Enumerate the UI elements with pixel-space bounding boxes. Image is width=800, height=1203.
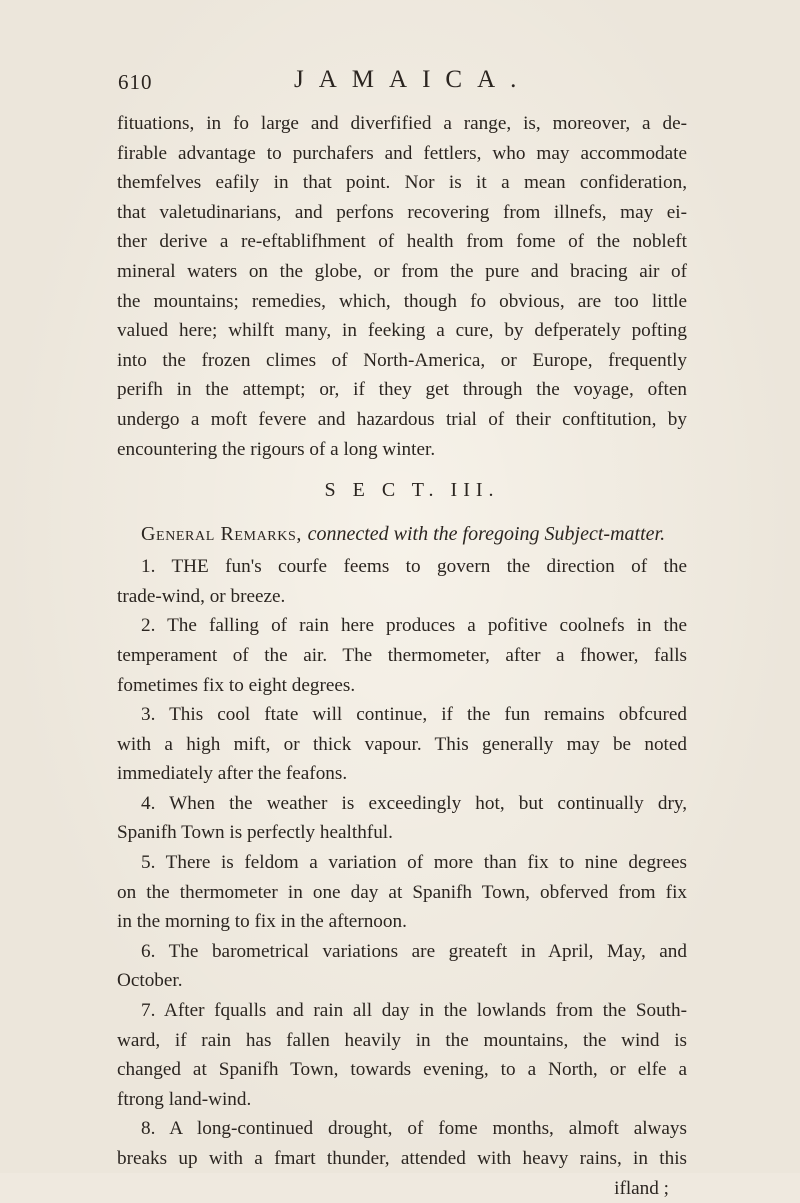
text-line: Spanifh Town is perfectly healthful. [117, 822, 393, 844]
text-line: 3. This cool ftate will continue, if the fun remains obfcured [141, 704, 687, 726]
page-header [118, 66, 678, 100]
running-title: JAMAICA. [294, 66, 532, 93]
text-line: changed at Spanifh Town, towards evening, to a North, or elfe a [117, 1059, 687, 1081]
text-line: firable advantage to purchafers and fettlers, who may accommodate [117, 142, 687, 164]
numbered-item [117, 552, 687, 611]
text-line: temperament of the air. The thermometer, after a fhower, falls [117, 644, 687, 666]
text-line: 7. After fqualls and rain all day in the lowlands from the South- [141, 1000, 687, 1022]
remarks-heading-subtitle: connected with the foregoing Subject-matter. [307, 523, 666, 546]
text-line: immediately after the feafons. [117, 763, 348, 785]
text-line: into the frozen climes of North-America, or Europe, frequently [117, 349, 687, 371]
text-line: 2. The falling of rain here produces a pofitive coolnefs in the [141, 615, 687, 637]
text-line: ftrong land-wind. [117, 1088, 252, 1110]
text-line: the mountains; remedies, which, though fo obvious, are too little [117, 290, 687, 312]
text-line: on the thermometer in one day at Spanifh Town, obferved from fix [117, 881, 687, 903]
text-line: ther derive a re-eftablifhment of health from fome of the nobleft [117, 231, 687, 253]
numbered-item [117, 611, 687, 700]
numbered-item [117, 937, 687, 996]
text-line: undergo a moft fevere and hazardous trial of their conftitution, by [117, 408, 687, 430]
paragraph [117, 109, 687, 464]
numbered-item [117, 1114, 687, 1173]
numbered-item [117, 789, 687, 848]
text-line: themfelves eafily in that point. Nor is it a mean confideration, [117, 172, 687, 194]
text-line: in the morning to fix in the afternoon. [117, 911, 407, 933]
numbered-item [117, 996, 687, 1114]
text-line: fometimes fix to eight degrees. [117, 674, 356, 696]
text-line: perifh in the attempt; or, if they get through the voyage, often [117, 379, 687, 401]
text-line: with a high mift, or thick vapour. This generally may be noted [117, 733, 687, 755]
text-line: October. [117, 970, 183, 992]
text-line: encountering the rigours of a long winter. [117, 438, 436, 460]
section-heading: S E C T. III. [324, 479, 500, 502]
remarks-heading [117, 520, 687, 552]
text-line: 5. There is feldom a variation of more than fix to nine degrees [141, 852, 687, 874]
text-line: trade-wind, or breeze. [117, 585, 286, 607]
text-line: 6. The barometrical variations are greateft in April, May, and [141, 940, 687, 962]
text-line: 1. THE fun's courfe feems to govern the direction of the [141, 556, 687, 578]
page-number: 610 [118, 70, 153, 94]
text-line: that valetudinarians, and perfons recovering from illnefs, may ei- [117, 201, 687, 223]
text-line: fituations, in fo large and diverfified a range, is, moreover, a de- [117, 113, 687, 134]
text-line: 4. When the weather is exceedingly hot, but continually dry, [141, 792, 687, 814]
catchword: ifland ; [614, 1177, 669, 1199]
text-line: breaks up with a fmart thunder, attended with heavy rains, in this [117, 1148, 687, 1169]
numbered-item [117, 848, 687, 937]
numbered-item [117, 700, 687, 789]
text-line: ward, if rain has fallen heavily in the mountains, the wind is [117, 1029, 687, 1051]
text-line: 8. A long-continued drought, of fome months, almoft always [141, 1118, 687, 1140]
text-line: valued here; whilft many, in feeking a cure, by defperately pofting [117, 320, 687, 342]
page-text [117, 109, 687, 1203]
remarks-heading-title: General Remarks, [141, 523, 302, 546]
text-line: mineral waters on the globe, or from the pure and bracing air of [117, 260, 687, 282]
